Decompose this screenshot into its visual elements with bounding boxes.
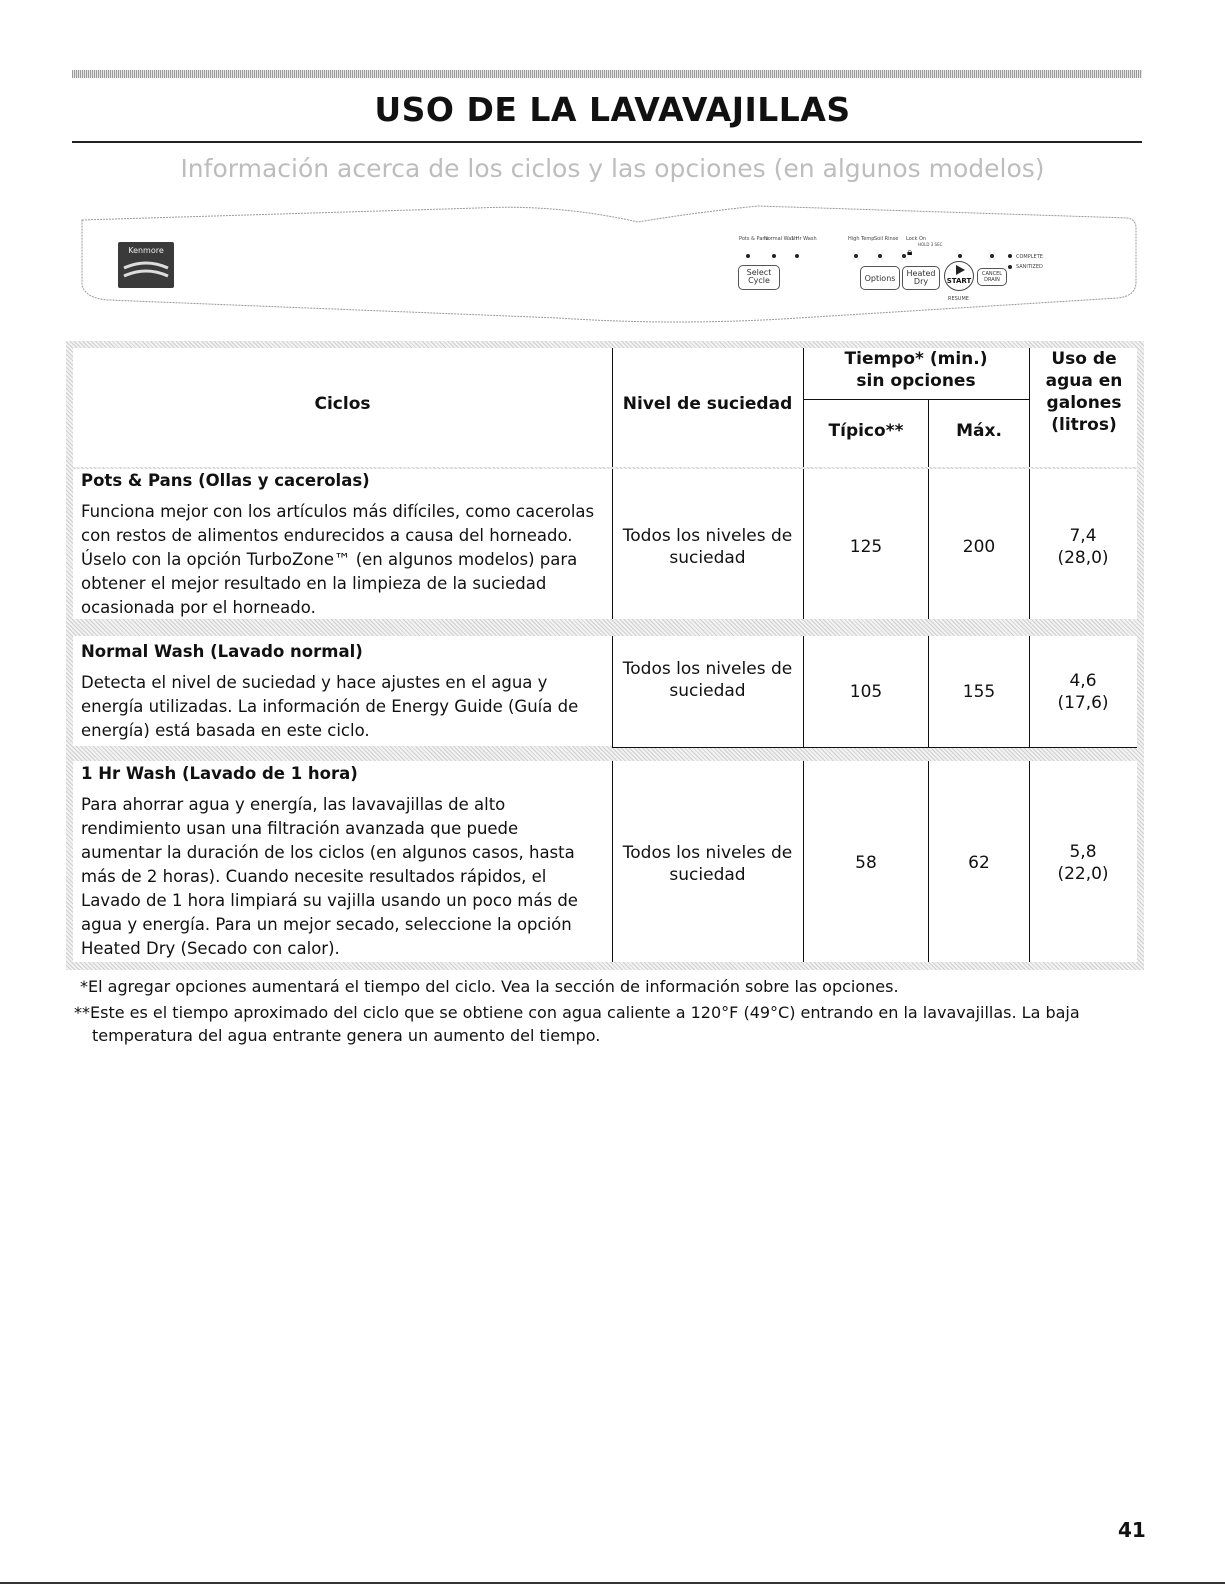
grid-line: [612, 636, 613, 748]
grid-line: [803, 469, 804, 619]
cycle-name: 1 Hr Wash (Lavado de 1 hora): [81, 764, 358, 783]
section-subtitle: Información acerca de los ciclos y las opciones (en algunos modelos): [180, 154, 1045, 183]
max-time-value: 155: [962, 682, 996, 702]
grid-line: [1029, 469, 1030, 619]
cycle-description: Funciona mejor con los artículos más difíciles, como cacerolas con restos de alimentos endurecidos a causa del horneado. Úselo con la opción TurboZone™ (en algunos modelos) para obtener el mejor resultado en la limpieza de la suciedad ocasionada por el horneado.: [81, 502, 595, 617]
footnote-typical-time: **Este es el tiempo aproximado del ciclo que se obtiene con agua caliente a 120°F (49°C) entrando en la lavavajillas. La baja: [74, 1003, 1080, 1022]
grid-line: [1029, 636, 1030, 748]
bottom-rule: [0, 1582, 1225, 1584]
options-button[interactable]: [860, 266, 900, 290]
title-rule: [72, 141, 1142, 143]
lock-icon: 🔒︎: [907, 247, 913, 258]
grid-line: [803, 399, 1029, 400]
grid-line: [928, 636, 929, 748]
indicator-light: [746, 254, 750, 258]
typical-time-value: 105: [849, 682, 883, 702]
indicator-light: [795, 254, 799, 258]
option-label-lock-on: Lock On: [906, 236, 927, 242]
brand-logo-text: Kenmore: [128, 246, 164, 255]
indicator-light: [990, 254, 994, 258]
control-panel-illustration: [78, 198, 1140, 330]
cycle-description: Para ahorrar agua y energía, las lavavajillas de alto rendimiento usan una filtración avanzada que puede aumentar la duración de los ciclos (en algunos casos, hasta más de 2 horas). Cuando necesite resultados rápidos, el Lavado de 1 hora limpiará su vajilla usando un poco más de agua y energía. Para un mejor secado, seleccione la opción Heated Dry (Secado con calor).: [81, 795, 578, 958]
grid-line: [803, 348, 804, 467]
water-use-value: 7,4 (28,0): [1057, 526, 1109, 568]
page-title: USO DE LA LAVAVAJILLAS: [374, 90, 851, 129]
option-label-soil-rinse: Soil Rinse: [874, 236, 899, 242]
cycle-label-1hr-wash: 1 Hr Wash: [791, 236, 817, 242]
water-use-value: 4,6 (17,6): [1057, 671, 1109, 713]
indicator-light: [1008, 265, 1012, 269]
soil-level-value: Todos los niveles de suciedad: [622, 526, 793, 568]
max-time-value: 62: [968, 853, 990, 873]
grid-line: [612, 469, 613, 619]
grid-line: [928, 469, 929, 619]
cancel-drain-label: CANCEL DRAIN: [981, 271, 1003, 283]
grid-line: [612, 761, 613, 962]
control-panel-outline: [78, 198, 1140, 330]
soil-level-value: Todos los niveles de suciedad: [622, 659, 793, 701]
water-use-value: 5,8 (22,0): [1057, 842, 1109, 884]
cycle-label-normal-wash: Normal Wash: [764, 236, 798, 242]
footnote-typical-time-cont: temperatura del agua entrante genera un aumento del tiempo.: [92, 1026, 601, 1045]
header-cycles: Ciclos: [314, 394, 371, 414]
status-label-sanitized: SANITIZED: [1016, 264, 1043, 270]
grid-line: [928, 761, 929, 962]
indicator-light: [958, 254, 962, 258]
heated-dry-button[interactable]: [902, 266, 940, 290]
grid-line: [612, 348, 613, 467]
header-soil-level: Nivel de suciedad: [622, 394, 793, 414]
kenmore-logo: [118, 242, 174, 288]
resume-label: RESUME: [948, 296, 969, 302]
header-time-sub: sin opciones: [856, 371, 976, 391]
start-label: START: [946, 277, 972, 285]
options-label: Options: [864, 274, 896, 283]
heated-dry-label: Heated Dry: [906, 269, 936, 286]
header-max: Máx.: [956, 421, 1002, 441]
header-time: Tiempo* (min.): [844, 349, 988, 369]
cycle-name: Pots & Pans (Ollas y cacerolas): [81, 471, 370, 490]
grid-line: [612, 747, 1137, 748]
grid-line: [1029, 348, 1030, 467]
top-rule: [72, 70, 1142, 78]
grid-line: [1029, 761, 1030, 962]
cancel-drain-button[interactable]: [977, 268, 1007, 286]
indicator-light: [854, 254, 858, 258]
hold-label: HOLD 3 SEC: [918, 242, 943, 247]
option-label-high-temp: High Temp: [848, 236, 875, 242]
header-typical: Típico**: [828, 421, 904, 441]
logo-wave-icon: [118, 242, 174, 288]
typical-time-value: 125: [849, 537, 883, 557]
indicator-light: [878, 254, 882, 258]
typical-time-value: 58: [855, 853, 877, 873]
indicator-light: [1008, 254, 1012, 258]
page-number: 41: [1118, 1518, 1146, 1542]
cycle-label-pots-pans: Pots & Pans: [739, 236, 769, 242]
header-water-use: Uso de agua en galones (litros): [1045, 349, 1123, 435]
select-cycle-button[interactable]: [738, 265, 780, 290]
indicator-light: [902, 254, 906, 258]
footnote-options: *El agregar opciones aumentará el tiempo del ciclo. Vea la sección de información sobre las opciones.: [80, 977, 899, 996]
cycle-description: Detecta el nivel de suciedad y hace ajustes en el agua y energía utilizadas. La información de Energy Guide (Guía de energía) está basada en este ciclo.: [81, 673, 579, 740]
grid-line: [928, 399, 929, 467]
play-icon: [956, 265, 965, 275]
cycle-table: [66, 341, 1144, 970]
grid-line: [803, 761, 804, 962]
select-cycle-label: Select Cycle: [746, 268, 772, 285]
status-label-complete: COMPLETE: [1016, 254, 1043, 260]
indicator-light: [772, 254, 776, 258]
max-time-value: 200: [962, 537, 996, 557]
cycle-name: Normal Wash (Lavado normal): [81, 642, 363, 661]
grid-line: [803, 636, 804, 748]
soil-level-value: Todos los niveles de suciedad: [622, 843, 793, 885]
